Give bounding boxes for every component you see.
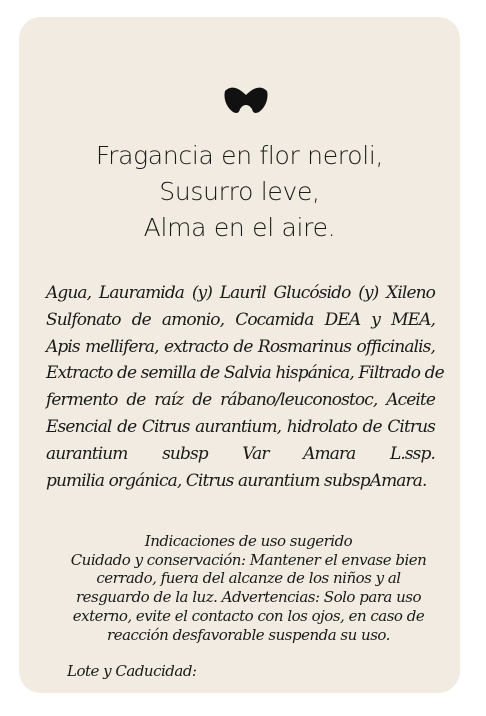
product-label: [19, 17, 460, 693]
ingredients-line: Apis mellifera, extracto de Rosmarinus officinalis,: [46, 336, 435, 357]
usage-line: cerrado, fuera del alcanze de los niños y al: [96, 569, 401, 588]
usage-line: resguardo de la luz. Advertencias: Solo para uso: [75, 588, 422, 607]
ingredients-line: Sulfonato de amonio, Cocamida DEA y MEA,: [46, 309, 435, 330]
ingredients-line: Agua, Lauramida (y) Lauril Glucósido (y) Xileno: [46, 283, 435, 303]
lot-expiry-label: Lote y Caducidad:: [67, 662, 197, 680]
lips-icon: [223, 85, 269, 117]
haiku-line: Susurro leve,: [159, 177, 320, 206]
ingredients-line: pumilia orgánica, Citrus aurantium subspAmara.: [46, 470, 427, 491]
usage-line: reacción desfavorable suspenda su uso.: [107, 625, 390, 644]
ingredients-line: Esencial de Citrus aurantium, hidrolato de Citrus: [46, 416, 435, 437]
usage-line: externo, evite el contacto con los ojos, en caso de: [72, 606, 425, 625]
ingredients-line: Extracto de semilla de Salvia hispánica, Filtrado de: [46, 363, 444, 384]
haiku-line: Alma en el aire.: [143, 213, 336, 242]
usage-line: Cuidado y conservación: Mantener el envase bien: [70, 550, 427, 569]
usage-heading: Indicaciones de uso sugerido: [144, 532, 353, 550]
haiku-line: Fragancia en flor neroli,: [95, 141, 384, 170]
ingredients-list: [46, 280, 444, 494]
haiku-text: [19, 138, 460, 246]
usage-instructions: [51, 532, 446, 644]
ingredients-line: aurantium subsp Var Amara L.ssp.: [46, 443, 435, 464]
ingredients-line: fermento de raíz de rábano/leuconostoc, Aceite: [46, 390, 435, 411]
